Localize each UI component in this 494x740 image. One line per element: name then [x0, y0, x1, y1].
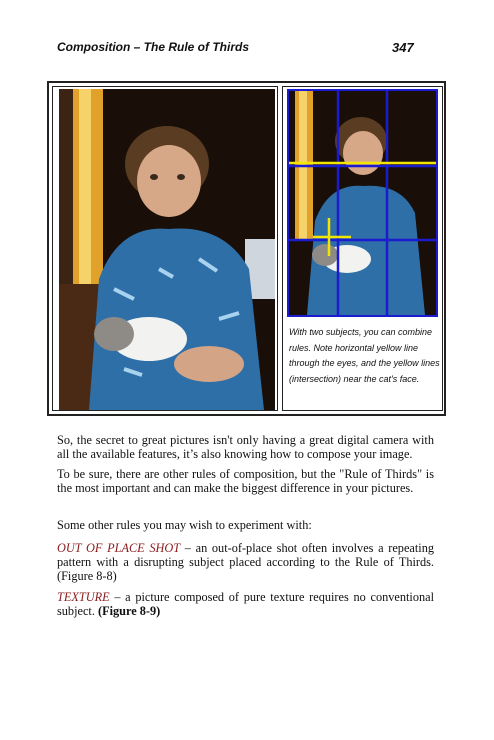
- paragraph-out-of-place: [57, 541, 434, 583]
- paragraph-other-rules: To be sure, there are other rules of composition, but the "Rule of Thirds" is the most important and can make the biggest difference in your pictures.: [57, 467, 434, 495]
- term-texture: TEXTURE: [57, 590, 110, 604]
- out-of-place-description: – an out-of-place shot often involves a repeating pattern with a disrupting subject placed according to the Rule of Thirds. (Figure 8-8): [57, 541, 434, 583]
- rule-of-thirds-grid-photo: [287, 89, 438, 317]
- term-out-of-place-shot: OUT OF PLACE SHOT: [57, 541, 181, 555]
- paragraph-texture: [57, 590, 434, 618]
- boy-with-cat-photo: [59, 89, 275, 410]
- figure-caption: With two subjects, you can combine rules. Note horizontal yellow line through the eyes, and the yellow lines (intersection) near the cat's face.: [289, 327, 440, 384]
- figure-left-panel: [52, 86, 278, 411]
- page-number: 347: [392, 40, 414, 55]
- running-header-title: Composition – The Rule of Thirds: [57, 40, 249, 54]
- paragraph-experiment: Some other rules you may wish to experiment with:: [57, 518, 312, 532]
- figure-frame: [47, 81, 446, 416]
- figure-right-panel: [282, 86, 443, 411]
- paragraph-secret: So, the secret to great pictures isn't only having a great digital camera with all the available features, it’s also knowing how to compose your image.: [57, 433, 434, 461]
- texture-description: – a picture composed of pure texture requires no conventional subject.: [57, 590, 434, 618]
- figure-reference: (Figure 8-9): [97, 604, 161, 618]
